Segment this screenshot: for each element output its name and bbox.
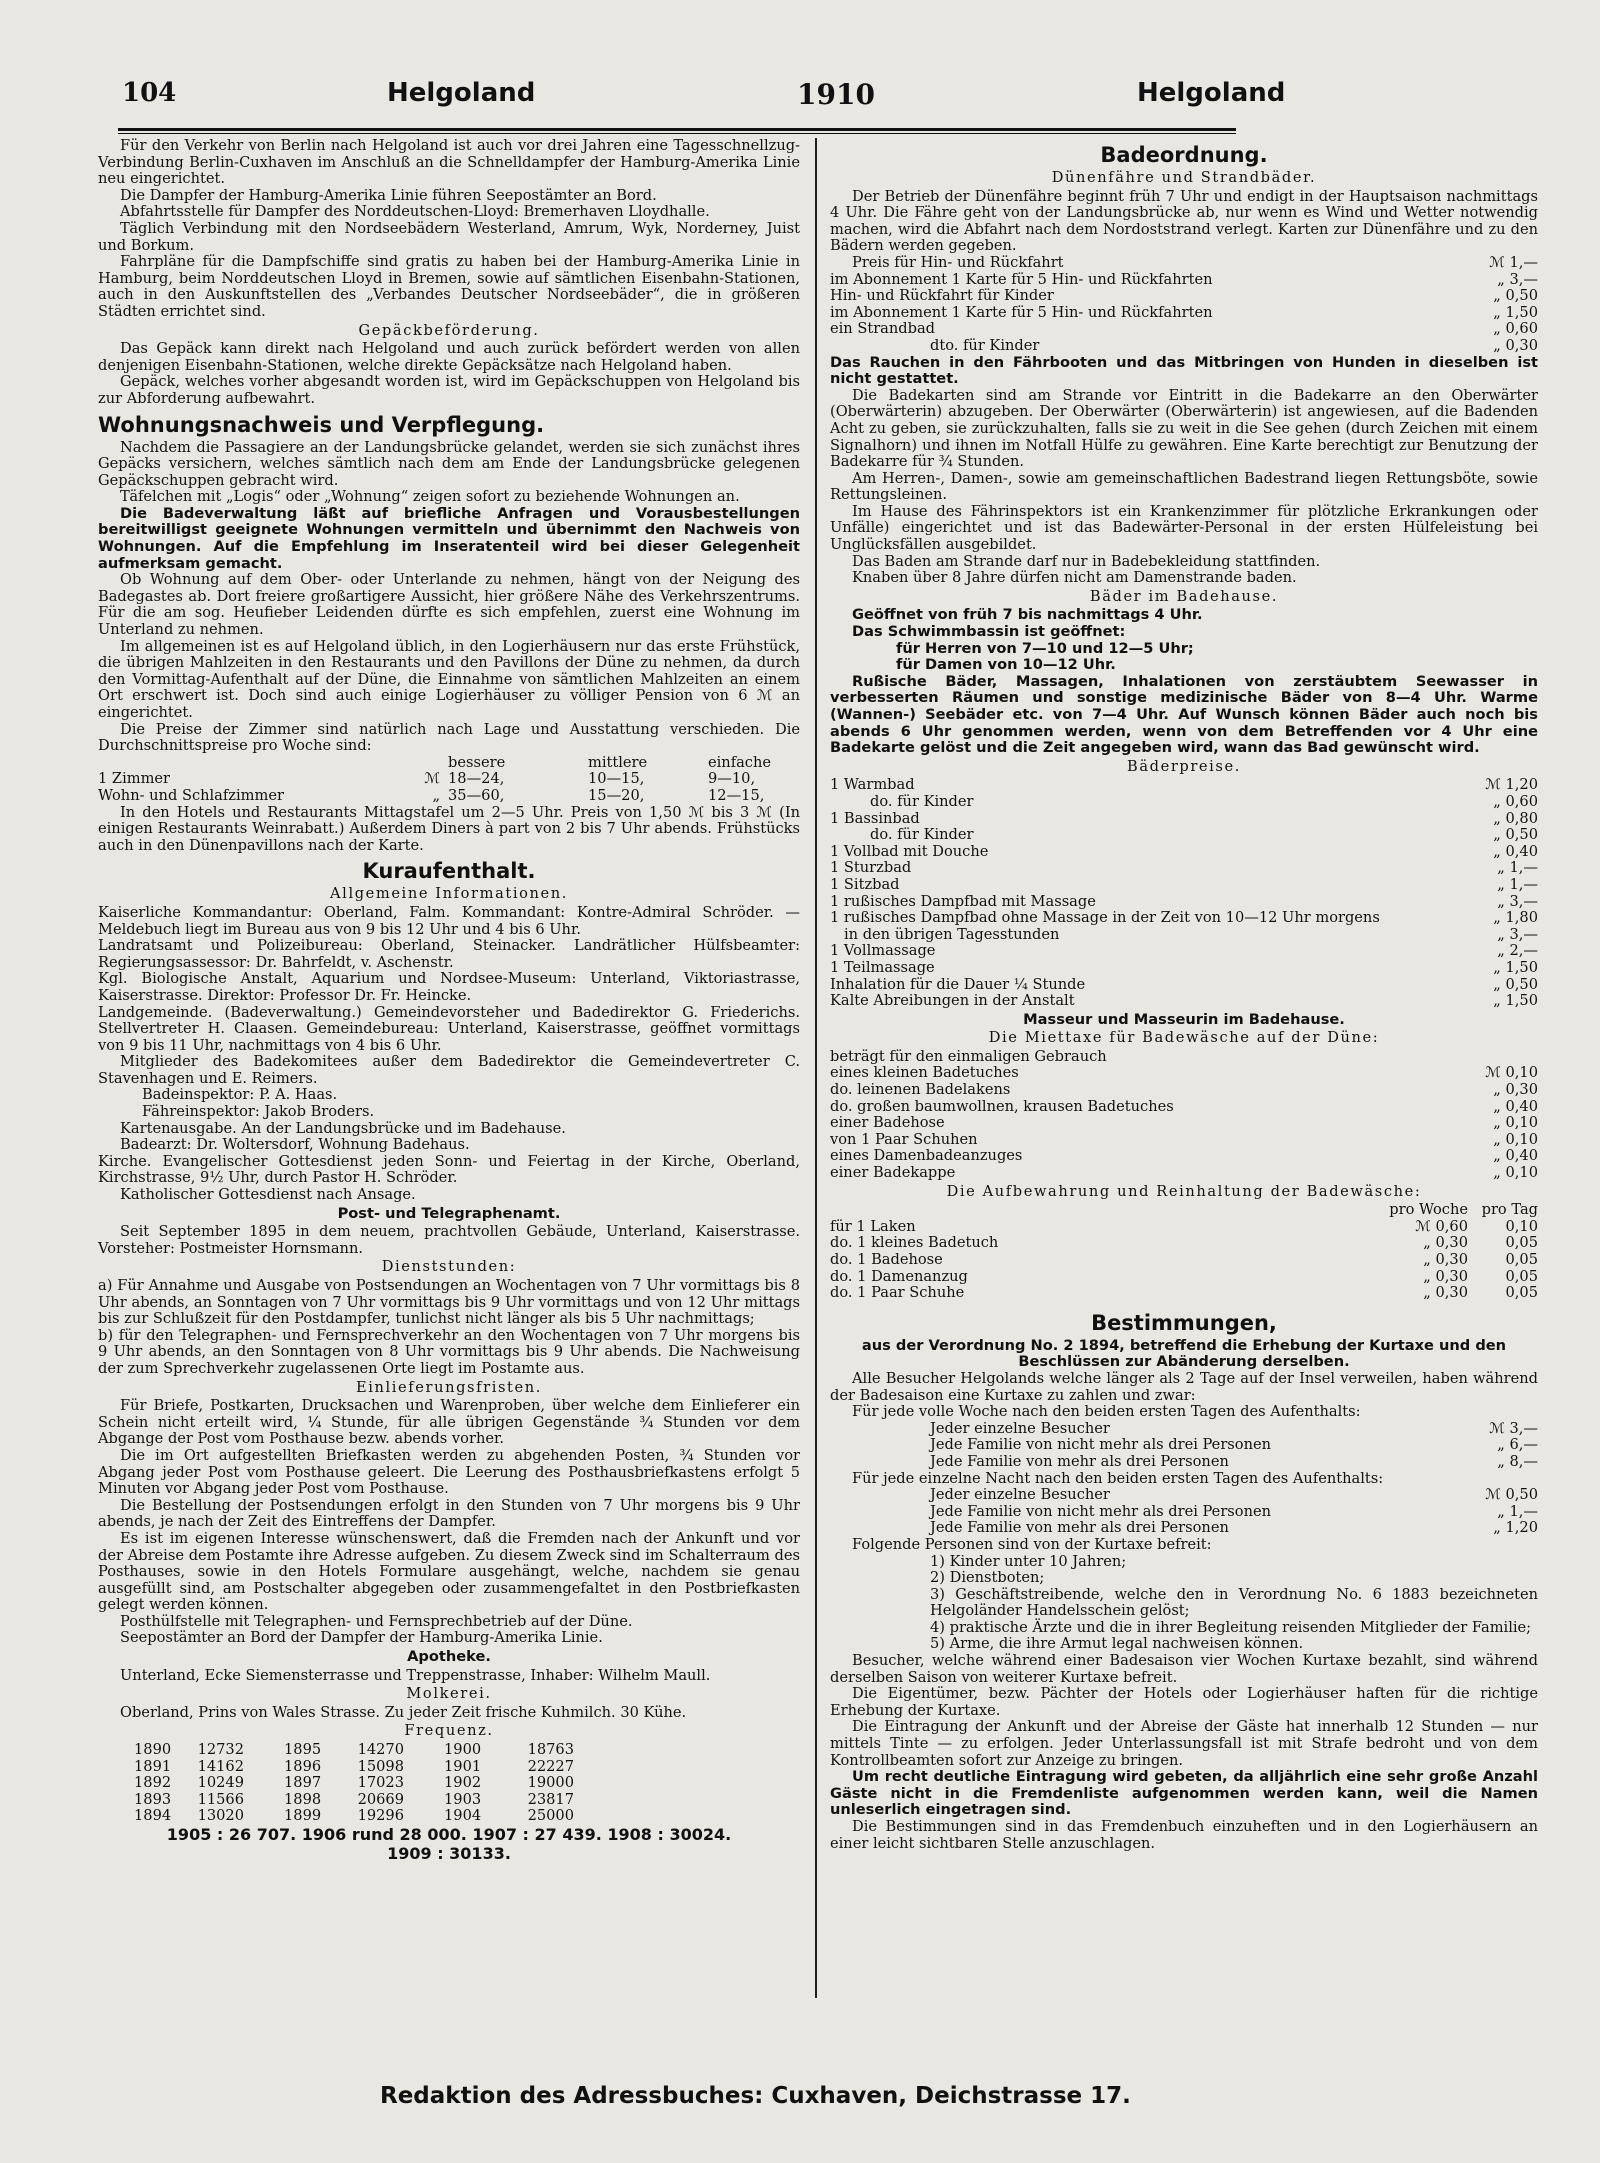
price-value: „ 1,80 xyxy=(1493,909,1538,927)
price-label: im Abonnement 1 Karte für 5 Hin- und Rückfahrten xyxy=(830,271,1213,288)
price-value: 0,05 xyxy=(1505,1251,1538,1268)
table-cell: 22227 xyxy=(527,1757,574,1775)
price-row xyxy=(830,1065,1538,1082)
section-heading: Dünenfähre und Strandbäder. xyxy=(1051,169,1317,186)
price-value: „ 0,60 xyxy=(1493,792,1538,810)
price-row xyxy=(830,1099,1538,1116)
paragraph: Die Bestimmungen sind in das Fremdenbuch einzuheften und in den Logierhäusern an einer leicht sichtbaren Stelle anzuschlagen. xyxy=(830,1818,1538,1852)
price-row xyxy=(830,894,1538,911)
paragraph: Für jede einzelne Nacht nach den beiden ersten Tagen des Aufenthalts: xyxy=(852,1469,1384,1487)
page-header xyxy=(122,72,1286,118)
section-heading: Bäderpreise. xyxy=(1127,757,1241,775)
price-row xyxy=(830,844,1538,861)
price-label: dto. für Kinder xyxy=(930,337,1040,354)
right-column xyxy=(830,138,1538,1852)
table-cell: 10—15, xyxy=(588,770,645,788)
left-column xyxy=(98,138,800,1862)
section-title: Bestimmungen, xyxy=(1091,1310,1277,1335)
table-cell: 1904 xyxy=(444,1807,482,1825)
table-cell: 1890 xyxy=(134,1741,172,1759)
price-value: „ 1,20 xyxy=(1493,1519,1538,1537)
table-cell: 1903 xyxy=(444,1790,482,1808)
price-value: ℳ 0,60 xyxy=(1415,1217,1468,1235)
price-row xyxy=(830,910,1538,927)
price-value: „ 0,40 xyxy=(1493,842,1538,860)
list-item: 3) Geschäftstreibende, welche den in Verordnung No. 6 1883 bezeichneten Helgoländer Handelsschein gelöst; xyxy=(930,1585,1538,1620)
price-row xyxy=(830,255,1538,272)
paragraph: Badeinspektor: P. A. Haas. xyxy=(142,1086,338,1104)
frequency-summary: 1909 : 30133. xyxy=(387,1843,511,1863)
price-value: „ 0,50 xyxy=(1493,287,1538,305)
paragraph: Kirche. Evangelischer Gottesdienst jeden Sonn- und Feiertag in der Kirche, Oberland, Kirchstrasse, 9½ Uhr, durch Pastor H. Schröder. xyxy=(98,1152,800,1187)
price-value: ℳ 0,10 xyxy=(1485,1064,1538,1082)
price-row xyxy=(830,1487,1538,1504)
paragraph-bold: Die Badeverwaltung läßt auf briefliche Anfragen und Vorausbestellungen bereitwilligst geeignete Wohnungen vermitteln und übernimmt den Nachweis von Wohnungen. Auf die Empfehlung im Inseratenteil wird bei dieser Gelegenheit aufmerksam gemacht. xyxy=(98,504,800,572)
header-year: 1910 xyxy=(797,78,875,111)
price-label: Hin- und Rückfahrt für Kinder xyxy=(830,288,1054,305)
paragraph: beträgt für den einmaligen Gebrauch xyxy=(830,1047,1107,1065)
table-cell: 12732 xyxy=(197,1741,244,1759)
list-item: 1) Kinder unter 10 Jahren; xyxy=(930,1552,1127,1570)
price-value: „ 0,50 xyxy=(1493,826,1538,844)
price-label: 1 Bassinbad xyxy=(830,810,920,827)
price-value: „ 1,— xyxy=(1497,859,1538,877)
paragraph: Die Preise der Zimmer sind natürlich nach Lage und Ausstattung verschieden. Die Durchschnittspreise pro Woche sind: xyxy=(98,720,800,755)
section-heading: Die Aufbewahrung und Reinhaltung der Badewäsche: xyxy=(946,1182,1422,1200)
price-row xyxy=(830,1285,1538,1302)
price-value: „ 0,80 xyxy=(1493,809,1538,827)
paragraph-bold: Rußische Bäder, Massagen, Inhalationen von zerstäubtem Seewasser in verbesserten Räumen und sonstige medizinische Bäder von 8—4 Uhr. Warme (Wannen-) Seebäder etc. von 7—4 Uhr. Auf Wunsch können Bäder auch noch bis abends 6 Uhr genommen werden, wenn von dem Betreffenden vor 4 Uhr eine Badekarte gelöst und die Zeit angegeben wird, wann das Bad gewünscht wird. xyxy=(830,672,1538,757)
price-row xyxy=(830,1148,1538,1165)
price-row xyxy=(830,305,1538,322)
table-cell: 1891 xyxy=(134,1757,172,1775)
table-cell: 13020 xyxy=(197,1807,244,1825)
price-row xyxy=(830,1421,1538,1438)
price-label: Kalte Abreibungen in der Anstalt xyxy=(830,993,1075,1010)
table-cell: 9—10, xyxy=(708,770,756,788)
list-item: 5) Arme, die ihre Armut legal nachweisen können. xyxy=(930,1635,1304,1653)
price-value: 0,05 xyxy=(1505,1267,1538,1285)
table-cell: 20669 xyxy=(357,1790,404,1808)
list-item: 4) praktische Ärzte und die in ihrer Begleitung reisenden Mitglieder der Familie; xyxy=(930,1618,1532,1636)
table-cell: 1900 xyxy=(444,1741,482,1759)
price-row xyxy=(830,1132,1538,1149)
table-cell: 14270 xyxy=(357,1741,404,1759)
price-row xyxy=(830,1235,1538,1252)
price-row xyxy=(830,338,1538,355)
paragraph: Für den Verkehr von Berlin nach Helgoland ist auch vor drei Jahren eine Tagesschnellzug-Verbindung Berlin-Cuxhaven im Anschluß an die Schnelldampfer der Hamburg-Amerika Linie neu eingerichtet. xyxy=(98,137,800,188)
table-cell: 1896 xyxy=(284,1757,322,1775)
paragraph: Das Baden am Strande darf nur in Badebekleidung stattfinden. xyxy=(852,552,1321,570)
paragraph: Katholischer Gottesdienst nach Ansage. xyxy=(120,1186,416,1204)
price-value: „ 3,— xyxy=(1497,925,1538,943)
paragraph-bold: Das Schwimmbassin ist geöffnet: xyxy=(852,623,1126,641)
price-value: „ 0,40 xyxy=(1493,1147,1538,1165)
paragraph: Fähreinspektor: Jakob Broders. xyxy=(142,1103,375,1121)
price-value: „ 8,— xyxy=(1497,1452,1538,1470)
frequency-table xyxy=(134,1742,800,1825)
price-value: „ 0,10 xyxy=(1493,1130,1538,1148)
price-label: eines Damenbadeanzuges xyxy=(830,1148,1023,1165)
paragraph-bold: für Herren von 7—10 und 12—5 Uhr; xyxy=(896,639,1194,657)
price-label: do. 1 Damenanzug xyxy=(830,1268,968,1285)
header-left-title: Helgoland xyxy=(387,78,536,108)
price-row xyxy=(830,321,1538,338)
table-cell: 15098 xyxy=(357,1757,404,1775)
table-cell: 1 Zimmer xyxy=(98,770,171,788)
price-row xyxy=(830,272,1538,289)
price-row xyxy=(830,777,1538,794)
price-row xyxy=(830,960,1538,977)
price-value: 0,05 xyxy=(1505,1284,1538,1302)
table-cell: 18763 xyxy=(527,1741,574,1759)
price-label: do. 1 Badehose xyxy=(830,1252,943,1268)
paragraph: Abfahrtsstelle für Dampfer des Norddeutschen-Lloyd: Bremerhaven Lloydhalle. xyxy=(120,203,710,221)
paragraph-bold: für Damen von 10—12 Uhr. xyxy=(896,656,1116,674)
price-row xyxy=(830,943,1538,960)
price-label: 1 Vollbad mit Douche xyxy=(830,843,989,860)
paragraph: Der Betrieb der Dünenfähre beginnt früh 7 Uhr und endigt in der Hauptsaison nachmittags 4 Uhr. Die Fähre geht von der Landungsbrücke ab, nur wenn es Wind und Wetter notwendig machen, wird die Abfahrt nach dem Nordoststrand verlegt. Karten zur Dünenfähre und zu den Bädern werden gegeben. xyxy=(830,187,1538,255)
price-label: 1 Sitzbad xyxy=(830,876,900,893)
paragraph: Seit September 1895 in dem neuem, prachtvollen Gebäude, Unterland, Kaiserstrasse. Vorsteher: Postmeister Hornsmann. xyxy=(98,1223,800,1257)
price-row xyxy=(830,811,1538,828)
paragraph: Nachdem die Passagiere an der Landungsbrücke gelandet, werden sie sich zunächst ihres Gepäcks versichern, welches sämtlich nach dem am Ende der Landungsbrücke gelegenen Gepäckschuppen gebracht wird. xyxy=(98,438,800,489)
paragraph: Unterland, Ecke Siemensterrasse und Treppenstrasse, Inhaber: Wilhelm Maull. xyxy=(120,1666,711,1684)
price-label: Jede Familie von mehr als drei Personen xyxy=(930,1453,1229,1470)
table-header: mittlere xyxy=(588,753,648,771)
price-value: „ 0,30 xyxy=(1423,1267,1468,1285)
table-cell: 14162 xyxy=(197,1757,244,1775)
paragraph: Ob Wohnung auf dem Ober- oder Unterlande zu nehmen, hängt von der Neigung des Badegastes ab. Dort freiere großartigere Aussicht, hier größere Nähe des Verkehrszentrums. Für die am sog. Heufieber Leidenden dürfte es sich empfehlen, zuerst eine Wohnung im Unterland zu nehmen. xyxy=(98,571,800,639)
paragraph: Besucher, welche während einer Badesaison vier Wochen Kurtaxe bezahlt, sind während derselben Saison von weiterer Kurtaxe befreit. xyxy=(830,1652,1538,1686)
price-row xyxy=(830,1219,1538,1236)
price-value: „ 0,50 xyxy=(1493,975,1538,993)
table-cell: „ xyxy=(432,786,440,804)
paragraph: In den Hotels und Restaurants Mittagstafel um 2—5 Uhr. Preis von 1,50 ℳ bis 3 ℳ (In einigen Restaurants Weinrabatt.) Außerdem Diners à part von 2 bis 7 Uhr abends. Frühstücks auch in den Dünenpavillons nach der Karte. xyxy=(98,803,800,854)
table-cell: 1895 xyxy=(284,1741,322,1759)
paragraph: Die Dampfer der Hamburg-Amerika Linie führen Seepostämter an Bord. xyxy=(120,186,657,204)
table-cell: 1893 xyxy=(134,1790,172,1808)
table-header: pro Woche xyxy=(1389,1201,1468,1219)
price-row xyxy=(830,1504,1538,1521)
price-label: eines kleinen Badetuches xyxy=(830,1065,1019,1082)
paragraph: Für Briefe, Postkarten, Drucksachen und Warenproben, über welche dem Einlieferer ein Schein nicht erteilt wird, ¼ Stunde, für alle übrigen Gegenstände ¾ Stunden vor dem Abgange der Post vom Posthause bezw. abends vorher. xyxy=(98,1397,800,1448)
price-value: „ 1,— xyxy=(1497,1502,1538,1520)
section-heading: Dienststunden: xyxy=(381,1258,517,1276)
paragraph: Die Badekarten sind am Strande vor Eintritt in die Badekarre an den Oberwärter (Oberwärterin) abzugeben. Der Oberwärter (Oberwärterin) ist angewiesen, auf die Badenden Acht zu geben, sie zurückzuhalten, falls sie zu weit in die See gehen (durch Zeichen mit einem Signalhorn) und ihnen im Notfall Hülfe zu gewähren. Eine Karte berechtigt zur Benutzung der Badekarre für ¾ Stunden. xyxy=(830,386,1538,471)
header-rule xyxy=(118,128,1236,134)
header-right-title: Helgoland xyxy=(1137,78,1286,108)
section-heading: Frequenz. xyxy=(404,1722,494,1740)
paragraph: Die im Ort aufgestellten Briefkasten werden zu abgehenden Posten, ¾ Stunden vor Abgang jeder Post vom Posthause geleert. Die Leerung des Posthausbriefkastens erfolgt 5 Minuten vor Abgang jeder Post vom Posthause. xyxy=(98,1446,800,1498)
price-label: Jede Familie von mehr als drei Personen xyxy=(930,1520,1229,1537)
price-value: ℳ 1,20 xyxy=(1485,776,1538,794)
section-heading: Masseur und Masseurin im Badehause. xyxy=(1023,1010,1345,1028)
price-label: ein Strandbad xyxy=(830,321,936,338)
price-row xyxy=(830,794,1538,811)
price-row xyxy=(830,1082,1538,1099)
table-cell: 1894 xyxy=(134,1807,172,1825)
paragraph: Oberland, Prins von Wales Strasse. Zu jeder Zeit frische Kuhmilch. 30 Kühe. xyxy=(120,1703,687,1721)
table-cell: 23817 xyxy=(527,1790,574,1808)
paragraph: Landratsamt und Polizeibureau: Oberland, Steinacker. Landrätlicher Hülfsbeamter: Regierungsassessor: Dr. Bahrfeldt, v. Aschenstr. xyxy=(98,937,800,971)
price-value: 0,05 xyxy=(1505,1234,1538,1252)
table-cell: 1897 xyxy=(284,1774,322,1792)
paragraph: Landgemeinde. (Badeverwaltung.) Gemeindevorsteher und Badedirektor G. Friederichs. Stellvertreter H. Claasen. Gemeindebureau: Unterland, Kaiserstrasse, geöffnet vormittags von 9 bis 11 Uhr, nachmittags von 4 bis 6 Uhr. xyxy=(98,1003,800,1054)
price-label: do. für Kinder xyxy=(870,827,974,844)
table-cell: 1901 xyxy=(444,1757,482,1775)
price-row xyxy=(830,1520,1538,1537)
price-label: in den übrigen Tagesstunden xyxy=(844,926,1060,943)
price-label: do. großen baumwollnen, krausen Badetuches xyxy=(830,1098,1174,1115)
price-value: ℳ 0,50 xyxy=(1485,1486,1538,1504)
price-label: Jede Familie von nicht mehr als drei Personen xyxy=(930,1437,1271,1454)
table-cell: 1899 xyxy=(284,1807,322,1825)
section-title: Kuraufenthalt. xyxy=(362,859,536,884)
price-label: von 1 Paar Schuhen xyxy=(830,1131,978,1148)
price-value: „ 0,30 xyxy=(1423,1234,1468,1252)
paragraph: Die Eigentümer, bezw. Pächter der Hotels oder Logierhäuser haften für die richtige Erhebung der Kurtaxe. xyxy=(830,1685,1538,1719)
table-cell: 35—60, xyxy=(448,786,505,804)
price-value: „ 0,30 xyxy=(1493,336,1538,354)
paragraph: Am Herren-, Damen-, sowie am gemeinschaftlichen Badestrand liegen Rettungsböte, sowie Rettungsleinen. xyxy=(830,469,1538,504)
price-label: 1 Warmbad xyxy=(830,777,915,794)
paragraph: Die Eintragung der Ankunft und der Abreise der Gäste hat innerhalb 12 Stunden — nur mittels Tinte — zu erfolgen. Jeder Unterlassungsfall ist mit Strafe bedroht und von dem Kontrollbeamten sofort zur Anzeige zu bringen. xyxy=(830,1718,1538,1769)
price-label: einer Badekappe xyxy=(830,1165,956,1182)
table-cell: 18—24, xyxy=(448,770,505,788)
paragraph: Die Bestellung der Postsendungen erfolgt in den Stunden von 7 Uhr morgens bis 9 Uhr abends, je nach der Zeit des Eintreffens der Dampfer. xyxy=(98,1496,800,1531)
table-header: einfache xyxy=(708,753,772,771)
price-value: „ 0,30 xyxy=(1493,1081,1538,1099)
price-label: Inhalation für die Dauer ¼ Stunde xyxy=(830,976,1086,993)
paragraph: Kartenausgabe. An der Landungsbrücke und im Badehause. xyxy=(120,1119,566,1137)
paragraph: Gepäck, welches vorher abgesandt worden ist, wird im Gepäckschuppen von Helgoland bis zur Abforderung aufbewahrt. xyxy=(98,373,800,407)
price-row xyxy=(830,1115,1538,1132)
section-heading: Post- und Telegraphenamt. xyxy=(337,1204,561,1222)
price-value: 0,10 xyxy=(1505,1217,1538,1235)
table-cell: 1902 xyxy=(444,1774,482,1792)
price-label: im Abonnement 1 Karte für 5 Hin- und Rückfahrten xyxy=(830,304,1213,321)
price-row xyxy=(830,860,1538,877)
price-label: Preis für Hin- und Rückfahrt xyxy=(852,254,1064,271)
price-label: 1 Sturzbad xyxy=(830,860,912,877)
table-cell: 25000 xyxy=(527,1807,574,1825)
price-label: Jeder einzelne Besucher xyxy=(930,1420,1110,1437)
section-heading: Einlieferungsfristen. xyxy=(355,1378,542,1396)
table-cell: Wohn- und Schlafzimmer xyxy=(98,786,284,804)
price-value: „ 1,50 xyxy=(1493,958,1538,976)
price-value: „ 1,50 xyxy=(1493,303,1538,321)
price-label: do. 1 Paar Schuhe xyxy=(830,1285,965,1302)
section-heading: Bäder im Badehause. xyxy=(1089,587,1279,605)
table-header-row xyxy=(830,1202,1538,1219)
paragraph: a) Für Annahme und Ausgabe von Postsendungen an Wochentagen von 7 Uhr vormittags bis 8 Uhr abends, an Sonntagen von 7 Uhr vormittags bis 9 Uhr vormittags und von 12 Uhr mittags bis zur Schlußzeit für den Postdampfer, tunlichst nicht länger als bis 5 Uhr nachmittags; xyxy=(98,1277,800,1328)
table-cell xyxy=(298,755,448,772)
table-cell: 17023 xyxy=(357,1774,404,1792)
section-heading: Gepäckbeförderung. xyxy=(358,321,540,339)
section-heading: Apotheke. xyxy=(407,1648,491,1666)
price-value: „ 2,— xyxy=(1497,942,1538,960)
paragraph: Es ist im eigenen Interesse wünschenswert, daß die Fremden nach der Ankunft und vor der Abreise dem Postamte ihre Adresse aufgeben. Zu diesem Zweck sind im Schalterraum des Posthauses, sowie in den Hotels Formulare ausgehängt, welche, nachdem sie genau ausgefüllt sind, am Postschalter abgegeben oder zusammengefaltet in den Postbriefkasten gelegt werden können. xyxy=(98,1529,800,1614)
price-label: für 1 Laken xyxy=(830,1218,916,1235)
footer-imprint: Redaktion des Adressbuches: Cuxhaven, Deichstrasse 17. xyxy=(380,2083,1131,2109)
price-row xyxy=(830,993,1538,1010)
paragraph-bold: aus der Verordnung No. 2 1894, betreffend die Erhebung der Kurtaxe und den Beschlüssen zur Abänderung derselben. xyxy=(861,1336,1507,1371)
price-table xyxy=(98,755,800,805)
price-row xyxy=(830,827,1538,844)
paragraph: Für jede volle Woche nach den beiden ersten Tagen des Aufenthalts: xyxy=(852,1403,1361,1421)
price-label: Jede Familie von nicht mehr als drei Personen xyxy=(930,1503,1271,1520)
paragraph-bold: Das Rauchen in den Fährbooten und das Mitbringen von Hunden in dieselben ist nicht gestattet. xyxy=(830,353,1538,388)
price-row xyxy=(830,1437,1538,1454)
column-divider xyxy=(815,138,817,1998)
table-cell: 19000 xyxy=(527,1774,574,1792)
price-value: „ 1,50 xyxy=(1493,992,1538,1010)
paragraph: Folgende Personen sind von der Kurtaxe befreit: xyxy=(852,1535,1212,1553)
page-number: 104 xyxy=(122,78,177,108)
price-row xyxy=(830,977,1538,994)
paragraph: Posthülfstelle mit Telegraphen- und Fernsprechbetrieb auf der Düne. xyxy=(120,1612,633,1630)
price-value: „ 6,— xyxy=(1497,1436,1538,1454)
paragraph-bold: Geöffnet von früh 7 bis nachmittags 4 Uhr. xyxy=(852,606,1203,624)
section-title: Badeordnung. xyxy=(1100,143,1268,167)
price-label: 1 Teilmassage xyxy=(830,959,935,976)
price-value: „ 0,40 xyxy=(1493,1097,1538,1115)
paragraph: Täfelchen mit „Logis“ oder „Wohnung“ zeigen sofort zu beziehende Wohnungen an. xyxy=(120,488,740,506)
price-label: do. leinenen Badelakens xyxy=(830,1082,1011,1099)
table-cell: 19296 xyxy=(357,1807,404,1825)
price-label: Jeder einzelne Besucher xyxy=(930,1487,1110,1504)
paragraph: Kaiserliche Kommandantur: Oberland, Falm. Kommandant: Kontre-Admiral Schröder. — Meldebuch liegt im Bureau aus von 9 bis 12 Uhr und 4 bis 6 Uhr. xyxy=(98,903,800,938)
table-cell xyxy=(98,755,298,772)
table-cell: 15—20, xyxy=(588,786,645,804)
price-row xyxy=(830,877,1538,894)
paragraph: b) für den Telegraphen- und Fernsprechverkehr an den Wochentagen von 7 Uhr morgens bis 9 Uhr abends, an den Sonntagen von 8 Uhr vormittags bis 9 Uhr abends. Die Nachweisung der zum Sprechverkehr zugelassenen Orte liegt im Postamte aus. xyxy=(98,1326,800,1377)
section-heading: Allgemeine Informationen. xyxy=(330,885,568,903)
price-row xyxy=(830,927,1538,944)
paragraph: Im allgemeinen ist es auf Helgoland üblich, in den Logierhäusern nur das erste Frühstück, die übrigen Mahlzeiten in den Restaurants und den Pavillons der Düne zu nehmen, da durch den Vormittag-Aufenthalt auf der Düne, die Einnahme von sämtlichen Mahlzeiten an einem Ort erschwert ist. Doch sind auch einige Logierhäuser zu völliger Pension von 6 ℳ an eingerichtet. xyxy=(98,637,800,721)
table-cell: 1892 xyxy=(134,1774,172,1792)
price-value: „ 0,30 xyxy=(1423,1251,1468,1268)
price-label: einer Badehose xyxy=(830,1115,945,1132)
list-item: 2) Dienstboten; xyxy=(930,1569,1045,1587)
paragraph: Im Hause des Fährinspektors ist ein Krankenzimmer für plötzliche Erkrankungen oder Unfälle) eingerichtet und ist das Badewärter-Personal in der ersten Hülfeleistung bei Unglücksfällen ausgebildet. xyxy=(830,502,1538,554)
paragraph: Fahrpläne für die Dampfschiffe sind gratis zu haben bei der Hamburg-Amerika Linie in Hamburg, beim Norddeutschen Lloyd in Bremen, sowie auf sämtlichen Eisenbahn-Stationen, auch in den Auskunftstellen des „Verbandes Deutscher Nordseebäder“, die in größeren Städten errichtet sind. xyxy=(98,253,800,320)
price-value: ℳ 1,— xyxy=(1489,253,1538,271)
paragraph: Badearzt: Dr. Woltersdorf, Wohnung Badehaus. xyxy=(120,1136,470,1154)
table-header: bessere xyxy=(448,753,506,771)
price-value: „ 1,— xyxy=(1497,875,1538,893)
price-value: „ 0,30 xyxy=(1423,1284,1468,1302)
price-label: do. 1 kleines Badetuch xyxy=(830,1235,999,1252)
table-cell: 10249 xyxy=(197,1774,244,1792)
price-row xyxy=(830,288,1538,305)
table-cell: 1898 xyxy=(284,1790,322,1808)
price-label: do. für Kinder xyxy=(870,793,974,810)
paragraph: Täglich Verbindung mit den Nordseebädern Westerland, Amrum, Wyk, Norderney, Juist und Borkum. xyxy=(98,219,800,254)
price-label: 1 Vollmassage xyxy=(830,943,936,960)
price-row xyxy=(830,1165,1538,1182)
price-value: „ 0,10 xyxy=(1493,1114,1538,1132)
price-row xyxy=(830,1269,1538,1286)
table-cell: 11566 xyxy=(197,1790,244,1808)
price-value: „ 3,— xyxy=(1497,270,1538,288)
table-cell: ℳ xyxy=(424,770,440,788)
price-row xyxy=(830,1454,1538,1471)
price-row xyxy=(830,1252,1538,1269)
paragraph: Das Gepäck kann direkt nach Helgoland und auch zurück befördert werden von allen denjenigen Eisenbahn-Stationen, welche direkte Gepäcksätze nach Helgoland haben. xyxy=(98,340,800,374)
price-value: „ 0,60 xyxy=(1493,320,1538,338)
frequency-summary: 1905 : 26 707. 1906 rund 28 000. 1907 : 27 439. 1908 : 30024. xyxy=(166,1825,732,1844)
paragraph: Seepostämter an Bord der Dampfer der Hamburg-Amerika Linie. xyxy=(120,1629,603,1647)
price-label: 1 rußisches Dampfbad ohne Massage in der Zeit von 10—12 Uhr morgens xyxy=(830,910,1380,927)
table-header: pro Tag xyxy=(1481,1201,1538,1219)
paragraph: Knaben über 8 Jahre dürfen nicht am Damenstrande baden. xyxy=(852,569,1297,587)
section-heading: Molkerei. xyxy=(406,1685,492,1703)
price-value: „ 0,10 xyxy=(1493,1164,1538,1182)
section-heading: Die Miettaxe für Badewäsche auf der Düne: xyxy=(988,1029,1380,1047)
table-cell: 12—15, xyxy=(708,786,765,804)
price-label: 1 rußisches Dampfbad mit Massage xyxy=(830,893,1096,910)
paragraph: Kgl. Biologische Anstalt, Aquarium und Nordsee-Museum: Unterland, Viktoriastrasse, Kaiserstrasse. Direktor: Professor Dr. Fr. Heincke. xyxy=(98,970,800,1004)
section-title: Wohnungsnachweis und Verpflegung. xyxy=(98,412,545,437)
paragraph: Alle Besucher Helgolands welche länger als 2 Tage auf der Insel verweilen, haben während der Badesaison eine Kurtaxe zu zahlen und zwar: xyxy=(830,1369,1538,1404)
price-value: „ 3,— xyxy=(1497,892,1538,910)
paragraph-bold: Um recht deutliche Eintragung wird gebeten, da alljährlich eine sehr große Anzahl Gäste nicht in die Fremdenliste aufgenommen werden kann, weil die Namen unleserlich eingetragen sind. xyxy=(830,1768,1538,1819)
price-value: ℳ 3,— xyxy=(1489,1419,1538,1437)
paragraph: Mitglieder des Badekomitees außer dem Badedirektor die Gemeindevertreter C. Stavenhagen und E. Reimers. xyxy=(98,1053,800,1087)
